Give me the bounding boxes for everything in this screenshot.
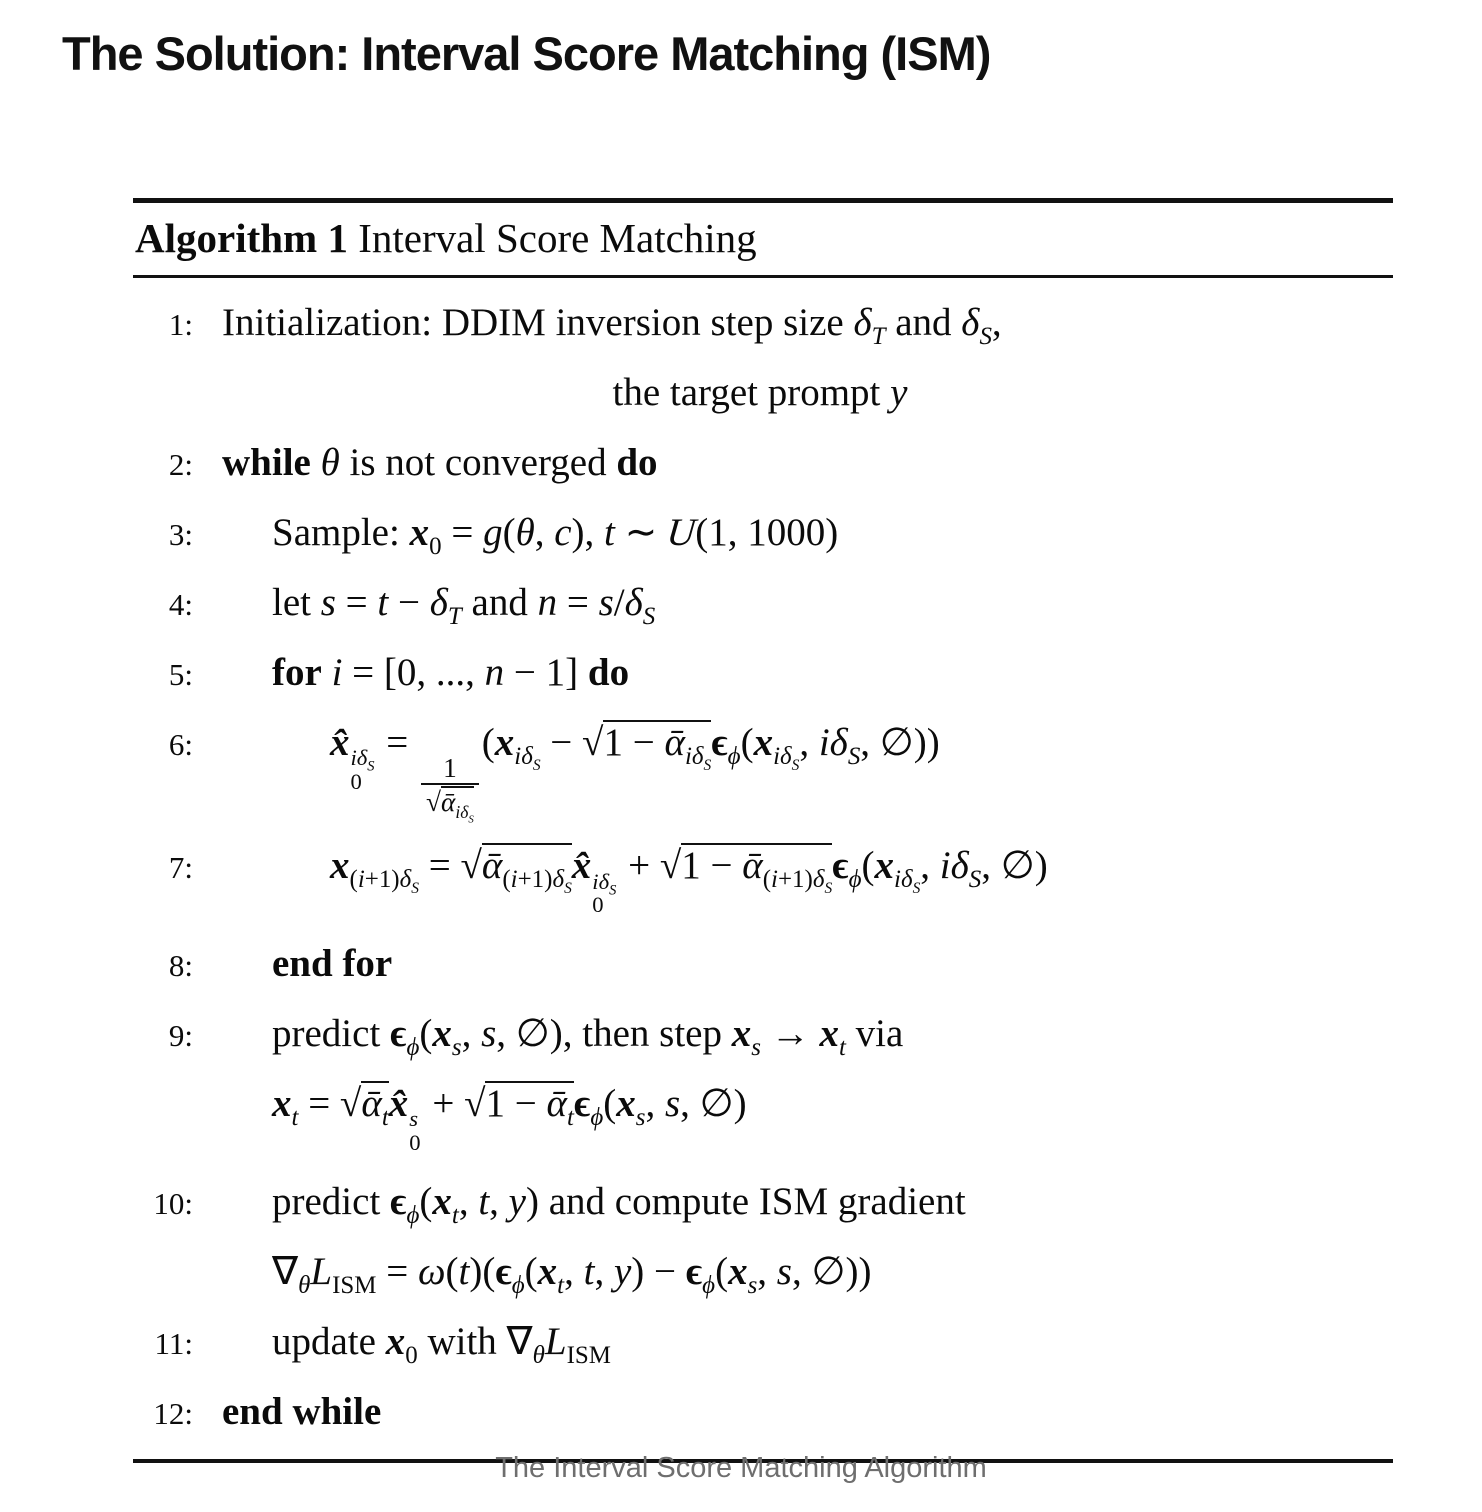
algo-line [133,650,1393,696]
algo-line [133,300,1393,350]
line-content: x̂ $i\delta_S$ 0 = $\frac{1}{√ᾱ_{i\delta_S}}$ ($x_{i\delta_S} - √1$ − $ᾱ_{i\delta_S}\epsilon_\phi(x_{i\delta_S}$, $i\delta_S$, ∅)) [330,721,940,826]
line-number: 12: [153,1395,193,1431]
line-content: $x_{(i+1)\delta_S}$ = √ᾱ$_{(i+1)\delta_S}$x̂ $i\delta_S$ 0 + $√1 - ᾱ_{(i+1)\delta_S}\epsilon_\phi(x_{i\delta_S}$, $i\delta_S$, ∅) [330,844,1048,918]
line-number: 3: [168,517,193,553]
line-number: 10: [153,1185,193,1221]
algorithm-figure [133,198,1393,1463]
line-number: 7: [168,850,193,886]
line-number: 2: [168,447,193,483]
line-content: $x_t$ = √ᾱ$_t$x̂ s 0 + $√1 - ᾱ_t\epsilon_\phi(x_s$, s, ∅) [272,1082,747,1156]
line-number: 6: [168,727,193,763]
algo-line [133,1081,1393,1155]
line-content: let $s = t - \delta_T$ and $n = s/\delta_S$ [272,581,656,630]
line-content: Initialization: DDIM inversion step size $\delta_T$ and $\delta_S$, [222,301,1002,350]
line-content: for i = [0, ..., n − 1] do [272,651,630,695]
algo-line [133,440,1393,486]
algo-line [133,1389,1393,1435]
line-content: the target prompt y [612,371,908,415]
algo-line [133,720,1393,826]
line-content: predict $\epsilon_\phi(x_t$, t, y) and compute ISM gradient [272,1179,966,1229]
line-content: $\nabla_\theta L_{ISM} = \omega(t)(\epsilon_\phi(x_t$, t, $y) - \epsilon_\phi(x_s$, s, ∅)) [272,1249,872,1299]
algorithm-body [133,278,1393,1435]
algo-line [133,1319,1393,1369]
line-number: 5: [168,657,193,693]
line-content: predict $\epsilon_\phi(x_s$, s, ∅), then step $x_s \to x_t$ via [272,1012,904,1061]
line-content: while θ is not converged do [222,441,658,485]
algorithm-header-title: Interval Score Matching [347,215,757,261]
algo-line [133,941,1393,987]
line-number: 8: [168,948,193,984]
line-number: 4: [168,587,193,623]
line-number: 11: [154,1325,193,1361]
algo-line [133,1179,1393,1229]
line-number: 9: [168,1018,193,1054]
line-content: update $x_0$ with $\nabla_\theta L_{ISM}$ [272,1319,611,1369]
figure-caption: The Interval Score Matching Algorithm [495,1452,987,1484]
line-content: Sample: $x_0 = g(\theta$, c), t ∼ U(1, 1000) [272,511,839,560]
algo-line [133,370,1393,416]
algo-line [133,843,1393,917]
algorithm-header [133,203,1393,275]
algo-line [133,1011,1393,1061]
line-content: end while [222,1389,382,1433]
algorithm-header-label: Algorithm 1 [135,215,348,261]
line-number: 1: [168,307,193,342]
algo-line [133,510,1393,560]
algo-line [133,1249,1393,1299]
page-title: The Solution: Interval Score Matching (ISM) [62,27,991,80]
line-content: end for [272,942,393,986]
algo-line [133,580,1393,630]
